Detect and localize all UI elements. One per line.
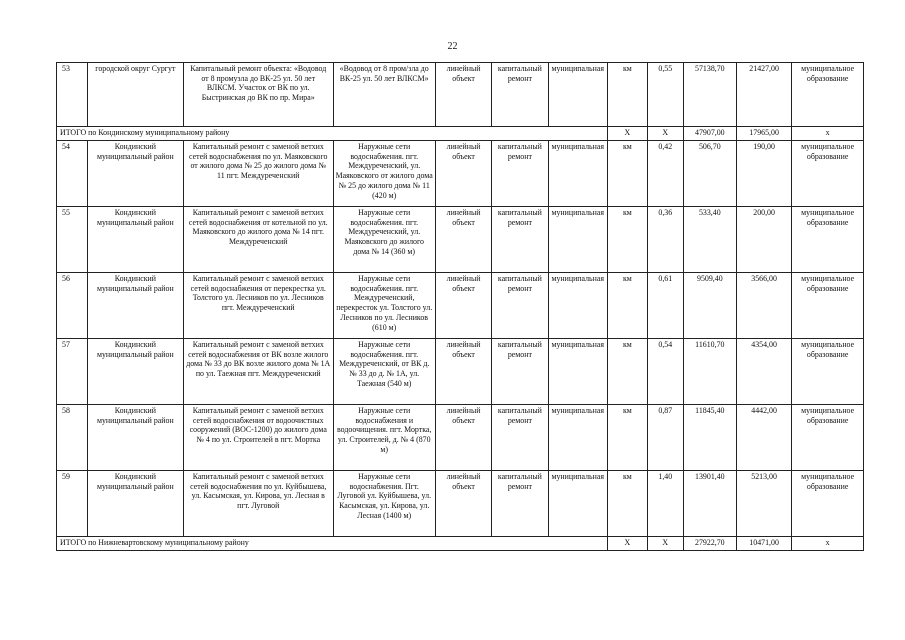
table-row <box>57 405 864 471</box>
table-row <box>57 141 864 207</box>
recipient-cell: муниципальное образование <box>792 207 864 273</box>
ownership-cell: муниципальная <box>548 141 607 207</box>
cost-budget-cell: 21427,00 <box>736 63 791 127</box>
municipality-cell: городской округ Сургут <box>87 63 183 127</box>
recipient-cell: х <box>792 127 864 141</box>
recipient-cell: х <box>792 537 864 551</box>
location-cell: Наружные сети водоснабжения. пгт. Междуреченский, ул. Маяковского до жилого дома № 14 (360 м) <box>333 207 435 273</box>
row-number: 59 <box>57 471 88 537</box>
cost-total-cell: 9509,40 <box>683 273 736 339</box>
cost-budget-cell: 17965,00 <box>736 127 791 141</box>
ownership-cell: муниципальная <box>548 339 607 405</box>
length-cell: 0,61 <box>647 273 683 339</box>
cost-budget-cell: 10471,00 <box>736 537 791 551</box>
cost-budget-cell: 5213,00 <box>736 471 791 537</box>
object-type-cell: линейный объект <box>435 207 491 273</box>
object-type-cell: линейный объект <box>435 273 491 339</box>
work-type-cell: капитальный ремонт <box>492 471 548 537</box>
table-row <box>57 471 864 537</box>
length-cell: 0,55 <box>647 63 683 127</box>
cost-total-cell: 57138,70 <box>683 63 736 127</box>
unit-cell: км <box>607 273 647 339</box>
cost-budget-cell: 3566,00 <box>736 273 791 339</box>
recipient-cell: муниципальное образование <box>792 405 864 471</box>
municipality-cell: Кондинский муниципальный район <box>87 405 183 471</box>
cost-total-cell: 47907,00 <box>683 127 736 141</box>
length-cell: 0,42 <box>647 141 683 207</box>
length-cell: 0,54 <box>647 339 683 405</box>
cost-total-cell: 11845,40 <box>683 405 736 471</box>
object-name-cell: Капитальный ремонт объекта: «Водовод от 8 промузла до ВК-25 ул. 50 лет ВЛКСМ. Участок от ВК по ул. Быстринская до ВК по пр. Мира» <box>183 63 333 127</box>
object-type-cell: линейный объект <box>435 141 491 207</box>
municipality-cell: Кондинский муниципальный район <box>87 273 183 339</box>
cost-total-cell: 13901,40 <box>683 471 736 537</box>
ownership-cell: муниципальная <box>548 405 607 471</box>
projects-table <box>56 62 864 551</box>
length-cell: Х <box>647 537 683 551</box>
object-type-cell: линейный объект <box>435 339 491 405</box>
cost-total-cell: 11610,70 <box>683 339 736 405</box>
cost-budget-cell: 4442,00 <box>736 405 791 471</box>
length-cell: 0,36 <box>647 207 683 273</box>
row-number: 54 <box>57 141 88 207</box>
work-type-cell: капитальный ремонт <box>492 405 548 471</box>
table-body <box>57 63 864 551</box>
unit-cell: км <box>607 63 647 127</box>
row-number: 57 <box>57 339 88 405</box>
cost-budget-cell: 190,00 <box>736 141 791 207</box>
unit-cell: Х <box>607 127 647 141</box>
recipient-cell: муниципальное образование <box>792 339 864 405</box>
recipient-cell: муниципальное образование <box>792 273 864 339</box>
work-type-cell: капитальный ремонт <box>492 141 548 207</box>
cost-total-cell: 27922,70 <box>683 537 736 551</box>
cost-total-cell: 506,70 <box>683 141 736 207</box>
length-cell: Х <box>647 127 683 141</box>
cost-total-cell: 533,40 <box>683 207 736 273</box>
ownership-cell: муниципальная <box>548 471 607 537</box>
recipient-cell: муниципальное образование <box>792 63 864 127</box>
page-number: 22 <box>447 41 458 52</box>
ownership-cell: муниципальная <box>548 207 607 273</box>
length-cell: 1,40 <box>647 471 683 537</box>
table-row <box>57 273 864 339</box>
unit-cell: км <box>607 471 647 537</box>
ownership-cell: муниципальная <box>548 63 607 127</box>
object-type-cell: линейный объект <box>435 471 491 537</box>
location-cell: Наружные сети водоснабжения. пгт. Междуреченский, перекресток ул. Толстого ул. Лесников по ул. Лесников (610 м) <box>333 273 435 339</box>
work-type-cell: капитальный ремонт <box>492 339 548 405</box>
total-row <box>57 537 864 551</box>
municipality-cell: Кондинский муниципальный район <box>87 141 183 207</box>
object-name-cell: Капитальный ремонт с заменой ветхих сетей водоснабжения по ул. Куйбышева, ул. Касымская, ул. Кирова, ул. Лесная в пгт. Луговой <box>183 471 333 537</box>
total-label: ИТОГО по Кондинскому муниципальному району <box>57 127 608 141</box>
municipality-cell: Кондинский муниципальный район <box>87 471 183 537</box>
cost-budget-cell: 4354,00 <box>736 339 791 405</box>
object-type-cell: линейный объект <box>435 63 491 127</box>
row-number: 58 <box>57 405 88 471</box>
work-type-cell: капитальный ремонт <box>492 63 548 127</box>
table-row <box>57 339 864 405</box>
unit-cell: км <box>607 207 647 273</box>
total-label: ИТОГО по Нижневартовскому муниципальному району <box>57 537 608 551</box>
unit-cell: км <box>607 405 647 471</box>
location-cell: Наружные сети водоснабжения. Пгт. Луговой ул. Куйбышева, ул. Касымская, ул. Кирова, ул. Лесная (1400 м) <box>333 471 435 537</box>
object-name-cell: Капитальный ремонт с заменой ветхих сетей водоснабжения от перекрестка ул. Толстого ул. Лесников по ул. Лесников пгт. Междуреченский <box>183 273 333 339</box>
municipality-cell: Кондинский муниципальный район <box>87 207 183 273</box>
municipality-cell: Кондинский муниципальный район <box>87 339 183 405</box>
location-cell: Наружные сети водоснабжения. пгт. Междуреченский, от ВК д. № 33 до д. № 1А, ул. Таежная (540 м) <box>333 339 435 405</box>
recipient-cell: муниципальное образование <box>792 141 864 207</box>
ownership-cell: муниципальная <box>548 273 607 339</box>
work-type-cell: капитальный ремонт <box>492 207 548 273</box>
location-cell: Наружные сети водоснабжения. пгт. Междуреченский, ул. Маяковского от жилого дома № 25 до жилого дома № 11 (420 м) <box>333 141 435 207</box>
row-number: 55 <box>57 207 88 273</box>
row-number: 53 <box>57 63 88 127</box>
unit-cell: Х <box>607 537 647 551</box>
total-row <box>57 127 864 141</box>
unit-cell: км <box>607 339 647 405</box>
object-name-cell: Капитальный ремонт с заменой ветхих сетей водоснабжения от котельной по ул. Маяковского до жилого дома № 14 пгт. Междуреченский <box>183 207 333 273</box>
length-cell: 0,87 <box>647 405 683 471</box>
table-row <box>57 63 864 127</box>
row-number: 56 <box>57 273 88 339</box>
cost-budget-cell: 200,00 <box>736 207 791 273</box>
location-cell: «Водовод от 8 пром/зла до ВК-25 ул. 50 лет ВЛКСМ» <box>333 63 435 127</box>
object-name-cell: Капитальный ремонт с заменой ветхих сетей водоснабжения от ВК возле жилого дома № 33 до ВК возле жилого дома № 1А по ул. Таежная пгт. Междуреченский <box>183 339 333 405</box>
recipient-cell: муниципальное образование <box>792 471 864 537</box>
object-type-cell: линейный объект <box>435 405 491 471</box>
table-row <box>57 207 864 273</box>
unit-cell: км <box>607 141 647 207</box>
object-name-cell: Капитальный ремонт с заменой ветхих сетей водоснабжения по ул. Маяковского от жилого дома № 25 до жилого дома № 11 пгт. Междуреченский <box>183 141 333 207</box>
object-name-cell: Капитальный ремонт с заменой ветхих сетей водоснабжения от водоочистных сооружений (ВОС-1200) до жилого дома № 4 по ул. Строителей в пгт. Мортка <box>183 405 333 471</box>
work-type-cell: капитальный ремонт <box>492 273 548 339</box>
location-cell: Наружные сети водоснабжения и водоочищения. пгт. Мортка, ул. Строителей, д. № 4 (870 м) <box>333 405 435 471</box>
